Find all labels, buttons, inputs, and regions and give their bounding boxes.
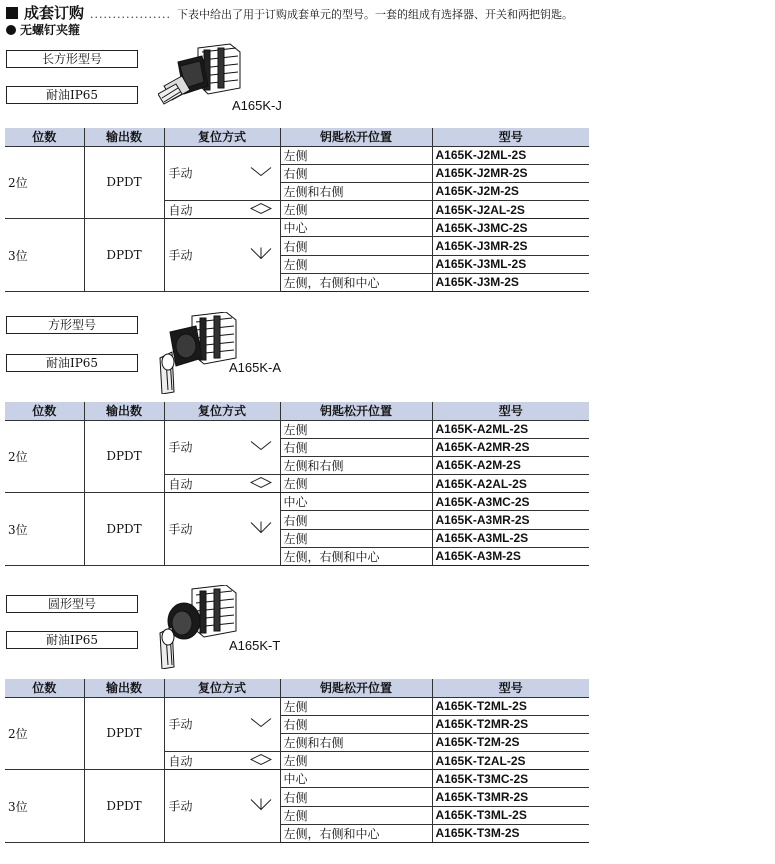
table-row [5,770,589,788]
leader-dots: .................. [90,8,171,21]
arrow-down-icon [250,247,272,264]
key-release-cell: 右侧 [280,237,432,255]
reset-method-cell [164,752,280,770]
col-header-key-release: 钥匙松开位置 [280,128,432,146]
spec-table [5,402,589,566]
shape-label: 圆形型号 [47,597,96,611]
col-header-outputs: 输出数 [84,679,164,697]
col-header-positions: 位数 [5,402,84,420]
key-release-cell: 中心 [280,219,432,237]
reset-method-cell [164,493,280,566]
spec-table [5,679,589,843]
reset-method-cell [164,770,280,843]
rating-label: 耐油IP65 [45,633,99,647]
rating-label-box [6,86,138,104]
model-number-cell: A165K-J2MR-2S [432,164,589,182]
key-release-cell: 左侧 [280,201,432,219]
double-arrow-icon [250,202,272,217]
key-release-cell: 左侧 [280,420,432,438]
key-release-cell: 左侧和右侧 [280,733,432,751]
outputs-cell: DPDT [84,146,164,219]
reset-method-label: 自动 [168,754,193,769]
model-number-cell: A165K-J3MC-2S [432,219,589,237]
key-release-cell: 左侧 [280,806,432,824]
model-number-cell: A165K-T2AL-2S [432,752,589,770]
key-release-cell: 左侧，右侧和中心 [280,547,432,565]
col-header-model: 型号 [432,128,589,146]
col-header-reset: 复位方式 [164,128,280,146]
arrow-down-icon [250,521,272,538]
circle-bullet-icon [6,25,16,35]
model-caption: A165K-A [229,360,282,375]
model-number-cell: A165K-J2M-2S [432,182,589,200]
subheading [6,21,80,37]
positions-cell: 2位 [5,420,84,493]
rating-label: 耐油IP65 [45,88,99,102]
outputs-cell: DPDT [84,770,164,843]
product-image-switch [152,312,238,394]
shape-label-box [6,316,138,334]
reset-method-cell [164,146,280,201]
model-number-cell: A165K-J3M-2S [432,273,589,291]
table-header-row [5,128,589,146]
reset-method-label: 手动 [168,799,193,814]
key-release-cell: 左侧 [280,255,432,273]
outputs-cell: DPDT [84,697,164,770]
table-row [5,219,589,237]
product-image-switch [152,585,238,669]
outputs-cell: DPDT [84,219,164,292]
reset-method-label: 手动 [168,522,193,537]
key-release-cell: 中心 [280,770,432,788]
rating-label-box [6,631,138,649]
reset-method-label: 手动 [168,717,193,732]
reset-method-label: 手动 [168,166,193,181]
col-header-key-release: 钥匙松开位置 [280,402,432,420]
key-release-cell: 右侧 [280,788,432,806]
reset-method-label: 自动 [168,477,193,492]
table-header-row [5,679,589,697]
model-number-cell: A165K-T3M-2S [432,824,589,842]
model-number-cell: A165K-T2MR-2S [432,715,589,733]
double-arrow-icon [250,476,272,491]
section-description: 下表中给出了用于订购成套单元的型号。一套的组成有选择器、开关和两把钥匙。 [176,8,573,21]
reset-method-cell [164,420,280,475]
model-number-cell: A165K-J3MR-2S [432,237,589,255]
col-header-positions: 位数 [5,679,84,697]
model-number-cell: A165K-A3MR-2S [432,511,589,529]
chevron-down-icon [250,440,272,455]
model-number-cell: A165K-A3M-2S [432,547,589,565]
col-header-positions: 位数 [5,128,84,146]
table-row [5,493,589,511]
key-release-cell: 右侧 [280,511,432,529]
key-release-cell: 左侧 [280,146,432,164]
chevron-down-icon [250,717,272,732]
spec-table-body [5,697,589,843]
model-number-cell: A165K-T3MC-2S [432,770,589,788]
shape-label-box [6,50,138,68]
positions-cell: 2位 [5,697,84,770]
model-number-cell: A165K-A2M-2S [432,456,589,474]
key-release-cell: 右侧 [280,164,432,182]
key-release-cell: 左侧 [280,752,432,770]
square-bullet-icon [6,7,18,19]
reset-method-label: 自动 [168,203,193,218]
model-number-cell: A165K-J2AL-2S [432,201,589,219]
chevron-down-icon [250,166,272,181]
col-header-key-release: 钥匙松开位置 [280,679,432,697]
reset-method-cell [164,201,280,219]
reset-method-cell [164,219,280,292]
model-number-cell: A165K-A2MR-2S [432,438,589,456]
section-heading [6,2,771,20]
reset-method-label: 手动 [168,248,193,263]
table-row [5,697,589,715]
col-header-outputs: 输出数 [84,128,164,146]
model-number-cell: A165K-T3ML-2S [432,806,589,824]
table-row [5,146,589,164]
col-header-model: 型号 [432,402,589,420]
key-release-cell: 右侧 [280,715,432,733]
model-number-cell: A165K-J3ML-2S [432,255,589,273]
key-release-cell: 中心 [280,493,432,511]
key-release-cell: 左侧 [280,697,432,715]
positions-cell: 3位 [5,770,84,843]
shape-label-box [6,595,138,613]
key-release-cell: 左侧，右侧和中心 [280,273,432,291]
model-number-cell: A165K-A2AL-2S [432,475,589,493]
model-number-cell: A165K-T3MR-2S [432,788,589,806]
model-caption: A165K-J [232,98,282,113]
key-release-cell: 左侧，右侧和中心 [280,824,432,842]
positions-cell: 2位 [5,146,84,219]
model-number-cell: A165K-J2ML-2S [432,146,589,164]
col-header-outputs: 输出数 [84,402,164,420]
rating-label-box [6,354,138,372]
shape-label: 方形型号 [47,318,96,332]
key-release-cell: 左侧 [280,529,432,547]
spec-table-body [5,146,589,292]
shape-label: 长方形型号 [41,52,102,66]
spec-table-body [5,420,589,566]
table-row [5,420,589,438]
model-number-cell: A165K-T2M-2S [432,733,589,751]
model-caption: A165K-T [229,638,281,653]
col-header-reset: 复位方式 [164,402,280,420]
outputs-cell: DPDT [84,493,164,566]
rating-label: 耐油IP65 [45,356,99,370]
spec-table [5,128,589,292]
reset-method-cell [164,697,280,752]
model-number-cell: A165K-A3MC-2S [432,493,589,511]
positions-cell: 3位 [5,493,84,566]
reset-method-cell [164,475,280,493]
col-header-model: 型号 [432,679,589,697]
model-number-cell: A165K-T2ML-2S [432,697,589,715]
positions-cell: 3位 [5,219,84,292]
table-header-row [5,402,589,420]
key-release-cell: 右侧 [280,438,432,456]
subheading-text: 无螺钉夹箍 [20,23,81,37]
arrow-down-icon [250,798,272,815]
col-header-reset: 复位方式 [164,679,280,697]
model-number-cell: A165K-A3ML-2S [432,529,589,547]
model-number-cell: A165K-A2ML-2S [432,420,589,438]
key-release-cell: 左侧 [280,475,432,493]
reset-method-label: 手动 [168,440,193,455]
outputs-cell: DPDT [84,420,164,493]
double-arrow-icon [250,753,272,768]
key-release-cell: 左侧和右侧 [280,182,432,200]
key-release-cell: 左侧和右侧 [280,456,432,474]
section-title: 成套订购 [24,4,85,22]
